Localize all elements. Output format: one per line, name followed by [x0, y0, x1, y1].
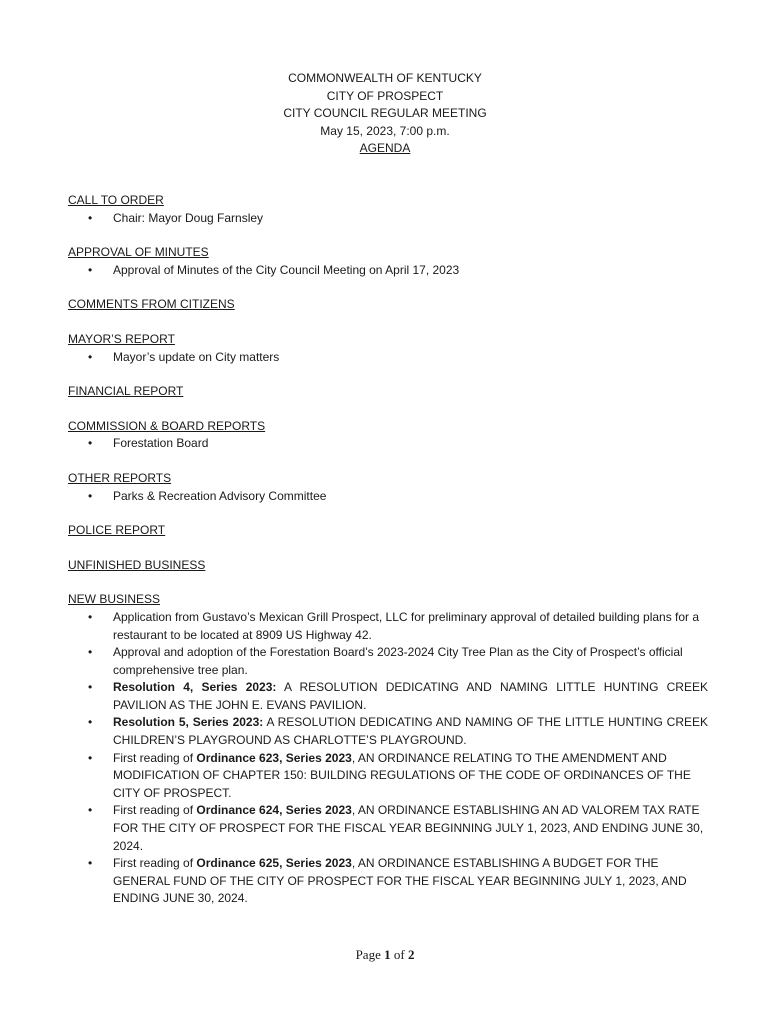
ordinance-number: Ordinance 623, Series 2023: [196, 750, 352, 765]
section-title: OTHER REPORTS: [68, 470, 172, 485]
section-title: POLICE REPORT: [68, 523, 166, 538]
page-total: 2: [407, 947, 415, 962]
ordinance-item: [68, 750, 708, 803]
header-agenda-title: AGENDA: [359, 141, 411, 155]
section-title: APPROVAL OF MINUTES: [68, 245, 209, 260]
section-police-report: [68, 522, 708, 540]
section-commission-board-reports: [68, 418, 708, 453]
page-current: 1: [384, 947, 391, 962]
ordinance-prefix: First reading of: [113, 750, 197, 765]
list-item: • Approval and adoption of the Forestation Board’s 2023-2024 City Tree Plan as the City of Prospect’s official comprehensive tree plan.: [68, 644, 708, 679]
section-mayors-report: [68, 331, 708, 366]
section-title: COMMISSION & BOARD REPORTS: [68, 418, 266, 433]
section-title: UNFINISHED BUSINESS: [68, 557, 206, 572]
section-new-business: [68, 591, 708, 908]
section-title: CALL TO ORDER: [68, 193, 164, 207]
page-label: Page: [355, 947, 385, 962]
page-of-label: of: [390, 947, 408, 962]
list-item: • Forestation Board: [68, 435, 708, 453]
ordinance-item: [68, 802, 708, 855]
section-title: FINANCIAL REPORT: [68, 384, 184, 399]
resolution-number: Resolution 5, Series 2023:: [113, 715, 264, 730]
ordinance-text: , AN ORDINANCE RELATING TO THE AMENDMENT AND MODIFICATION OF CHAPTER 150: BUILDING REGULATIONS OF THE CODE OF ORDINANCES OF THE CITY OF PROSPECT.: [113, 750, 691, 800]
section-other-reports: [68, 470, 708, 505]
agenda-header: [0, 70, 770, 158]
ordinance-text: , AN ORDINANCE ESTABLISHING A BUDGET FOR THE GENERAL FUND OF THE CITY OF PROSPECT FOR THE FISCAL YEAR BEGINNING JULY 1, 2023, AND ENDING JUNE 30, 2024.: [113, 856, 687, 906]
section-comments-from-citizens: [68, 296, 708, 314]
list-item: • Mayor’s update on City matters: [68, 349, 708, 367]
resolution-number: Resolution 4, Series 2023:: [113, 680, 277, 695]
section-financial-report: [68, 383, 708, 401]
section-approval-of-minutes: [68, 244, 708, 279]
list-item: • Chair: Mayor Doug Farnsley: [68, 210, 708, 228]
ordinance-text: , AN ORDINANCE ESTABLISHING AN AD VALOREM TAX RATE FOR THE CITY OF PROSPECT FOR THE FISCAL YEAR BEGINNING JULY 1, 2023, AND ENDING JUNE 30, 2024.: [113, 803, 704, 853]
section-title: NEW BUSINESS: [68, 592, 161, 607]
list-item: • Application from Gustavo’s Mexican Grill Prospect, LLC for preliminary approval of detailed building plans for a restaurant to be located at 8909 US Highway 42.: [68, 609, 708, 644]
resolution-text: A RESOLUTION DEDICATING AND NAMING OF THE LITTLE HUNTING CREEK CHILDREN’S PLAYGROUND AS CHARLOTTE’S PLAYGROUND.: [113, 715, 708, 748]
header-meeting: CITY COUNCIL REGULAR MEETING: [283, 106, 487, 120]
resolution-text: A RESOLUTION DEDICATING AND NAMING LITTLE HUNTING CREEK PAVILION AS THE JOHN E. EVANS PAVILION.: [113, 680, 708, 712]
list-item: • Parks & Recreation Advisory Committee: [68, 488, 708, 506]
resolution-item: [68, 714, 708, 749]
section-title: COMMENTS FROM CITIZENS: [68, 297, 235, 312]
header-date: May 15, 2023, 7:00 p.m.: [320, 123, 450, 138]
resolution-item: [68, 679, 708, 714]
section-title: MAYOR’S REPORT: [68, 331, 175, 346]
section-unfinished-business: [68, 557, 708, 575]
agenda-body: [68, 192, 708, 925]
ordinance-prefix: First reading of: [113, 803, 197, 818]
ordinance-number: Ordinance 625, Series 2023: [196, 856, 352, 871]
header-city: CITY OF PROSPECT: [326, 88, 444, 103]
section-call-to-order: [68, 192, 708, 227]
ordinance-prefix: First reading of: [113, 856, 197, 871]
list-item: • Approval of Minutes of the City Council Meeting on April 17, 2023: [68, 262, 708, 280]
ordinance-item: [68, 855, 708, 908]
header-state: COMMONWEALTH OF KENTUCKY: [288, 71, 482, 85]
ordinance-number: Ordinance 624, Series 2023: [196, 803, 352, 818]
page-number: [0, 947, 770, 963]
